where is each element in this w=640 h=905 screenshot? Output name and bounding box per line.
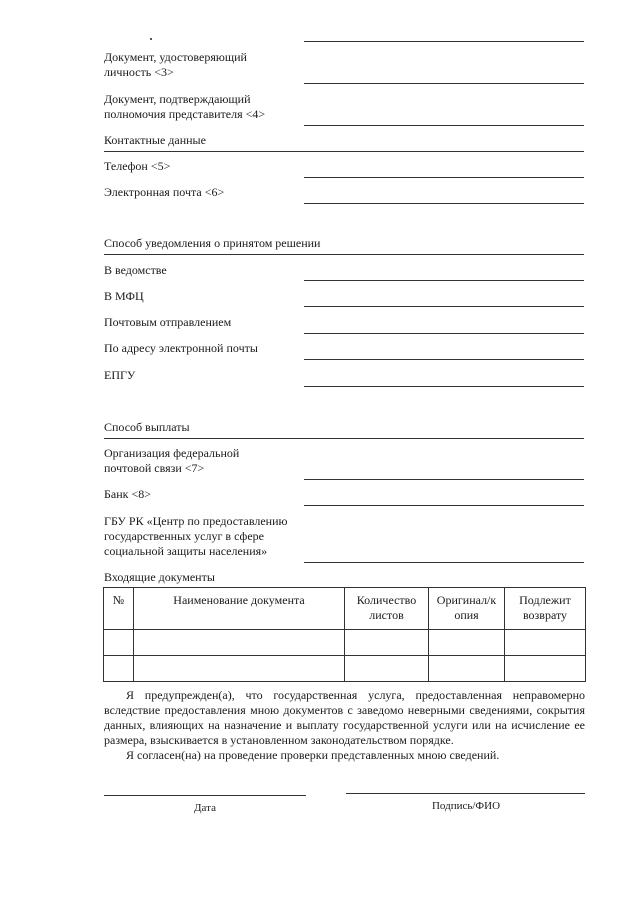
warning-paragraph: Я предупрежден(а), что государственная услуга, предоставленная неправомерно вследствие предоставления мною документов с заведомо неверными сведениями, сокрытия данных, влияющих на назначение и выплату государственной услуги или на исчисление ее размера, взыскивается в установленном законодательством порядке.: [104, 688, 585, 747]
table-cell[interactable]: [429, 630, 505, 656]
col-original-copy-header: Оригинал/к опия: [429, 588, 505, 630]
notification-email-field-line[interactable]: [304, 359, 584, 360]
table-cell[interactable]: [505, 630, 586, 656]
col-number-header: №: [104, 588, 134, 630]
signature-field-line[interactable]: [346, 793, 585, 794]
authority-doc-label: Документ, подтверждающий полномочия представителя <4>: [104, 92, 266, 121]
notification-mfc-field-line[interactable]: [304, 306, 584, 307]
payment-postal-field-line[interactable]: [304, 479, 584, 480]
table-row: [104, 630, 586, 656]
identity-doc-field-line-top: [304, 41, 584, 42]
notification-option-email: По адресу электронной почты: [104, 341, 258, 355]
documents-table-header-row: [104, 588, 586, 630]
table-cell[interactable]: [104, 656, 134, 682]
scan-dot: [150, 38, 152, 40]
table-cell[interactable]: [429, 656, 505, 682]
payment-header-line: [104, 438, 584, 439]
identity-doc-label: Документ, удостоверяющий личность <3>: [104, 50, 247, 79]
payment-bank-label: Банк <8>: [104, 487, 152, 501]
notification-option-post: Почтовым отправлением: [104, 315, 232, 329]
payment-center-field-line[interactable]: [304, 562, 584, 563]
table-row: [104, 656, 586, 682]
documents-header: Входящие документы: [104, 570, 215, 584]
authority-doc-field-line[interactable]: [304, 125, 584, 126]
payment-bank-field-line[interactable]: [304, 505, 584, 506]
email-field-line[interactable]: [304, 203, 584, 204]
notification-post-field-line[interactable]: [304, 333, 584, 334]
phone-label: Телефон <5>: [104, 159, 171, 173]
col-sheets-header: Количество листов: [345, 588, 429, 630]
consent-paragraph: Я согласен(на) на проведение проверки представленных мною сведений.: [126, 748, 500, 762]
documents-table: [103, 587, 586, 682]
notification-option-epgu: ЕПГУ: [104, 368, 136, 382]
notification-agency-field-line[interactable]: [304, 280, 584, 281]
notification-option-mfc: В МФЦ: [104, 289, 144, 303]
table-cell[interactable]: [345, 656, 429, 682]
identity-doc-field-line[interactable]: [304, 83, 584, 84]
payment-header: Способ выплаты: [104, 420, 190, 434]
col-return-header: Подлежит возврату: [505, 588, 586, 630]
table-cell[interactable]: [134, 656, 345, 682]
table-cell[interactable]: [345, 630, 429, 656]
declarations-block: [104, 688, 585, 763]
table-cell[interactable]: [104, 630, 134, 656]
email-label: Электронная почта <6>: [104, 185, 225, 199]
phone-field-line[interactable]: [304, 177, 584, 178]
payment-center-label: ГБУ РК «Центр по предоставлению государственных услуг в сфере социальной защиты населения»: [104, 514, 288, 558]
table-cell[interactable]: [134, 630, 345, 656]
col-doc-name-header: Наименование документа: [134, 588, 345, 630]
table-cell[interactable]: [505, 656, 586, 682]
date-label: Дата: [194, 802, 216, 814]
contacts-header: Контактные данные: [104, 133, 206, 147]
notification-epgu-field-line[interactable]: [304, 386, 584, 387]
payment-postal-label: Организация федеральной почтовой связи <7>: [104, 446, 240, 475]
notification-header-line: [104, 254, 584, 255]
date-field-line[interactable]: [104, 795, 306, 796]
notification-option-agency: В ведомстве: [104, 263, 167, 277]
signature-label: Подпись/ФИО: [431, 800, 501, 812]
notification-header: Способ уведомления о принятом решении: [104, 236, 321, 250]
contacts-header-line: [104, 151, 584, 152]
